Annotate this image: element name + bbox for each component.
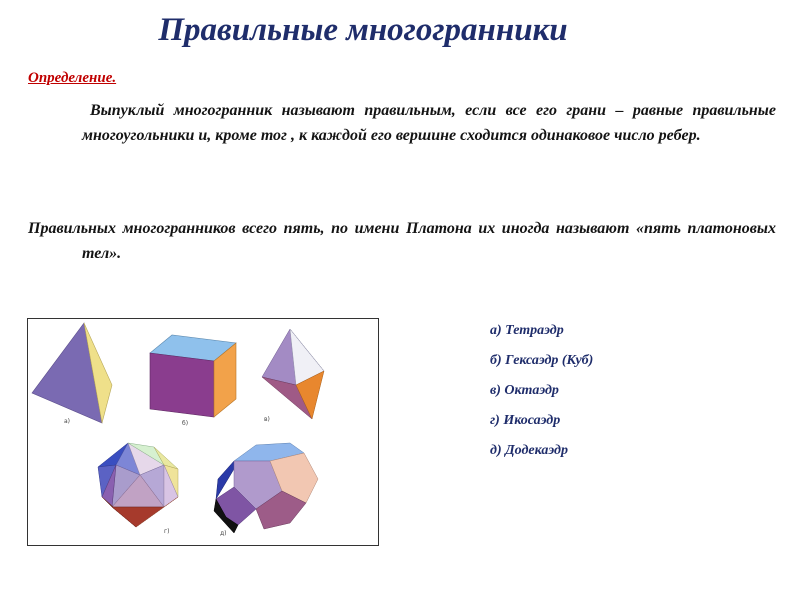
legend-item-dodecahedron: д) Додекаэдр — [490, 443, 568, 458]
figure-label-e: д) — [220, 530, 227, 537]
icosahedron-shape — [98, 443, 178, 527]
octahedron-shape — [262, 329, 324, 419]
figure-label-c: в) — [264, 416, 270, 423]
platonic-solids-text: Правильных многогранников всего пять, по имени Платона их иногда называют «пять платоновых тел». — [28, 220, 776, 262]
legend-item-octahedron: в) Октаэдр — [490, 383, 559, 398]
definition-text: Выпуклый многогранник называют правильным, если все его грани – равные правильные многоугольники и, кроме тог , к каждой его вершине сходится одинаковое число ребер. — [82, 102, 776, 144]
figure-label-b: б) — [182, 420, 189, 427]
cube-shape — [150, 335, 236, 417]
slide-title: Правильные многогранники — [158, 12, 568, 48]
definition-label: Определение. — [28, 70, 117, 86]
legend-item-tetrahedron: а) Тетраэдр — [490, 323, 564, 338]
polyhedra-figure — [27, 318, 379, 546]
dodecahedron-shape — [214, 443, 318, 533]
tetrahedron-shape — [32, 323, 112, 423]
figure-label-d: г) — [164, 528, 170, 535]
legend-item-hexahedron: б) Гексаэдр (Куб) — [490, 353, 594, 368]
polyhedra-legend — [490, 322, 593, 472]
legend-item-icosahedron: г) Икосаэдр — [490, 413, 561, 428]
figure-label-a: а) — [64, 418, 71, 425]
